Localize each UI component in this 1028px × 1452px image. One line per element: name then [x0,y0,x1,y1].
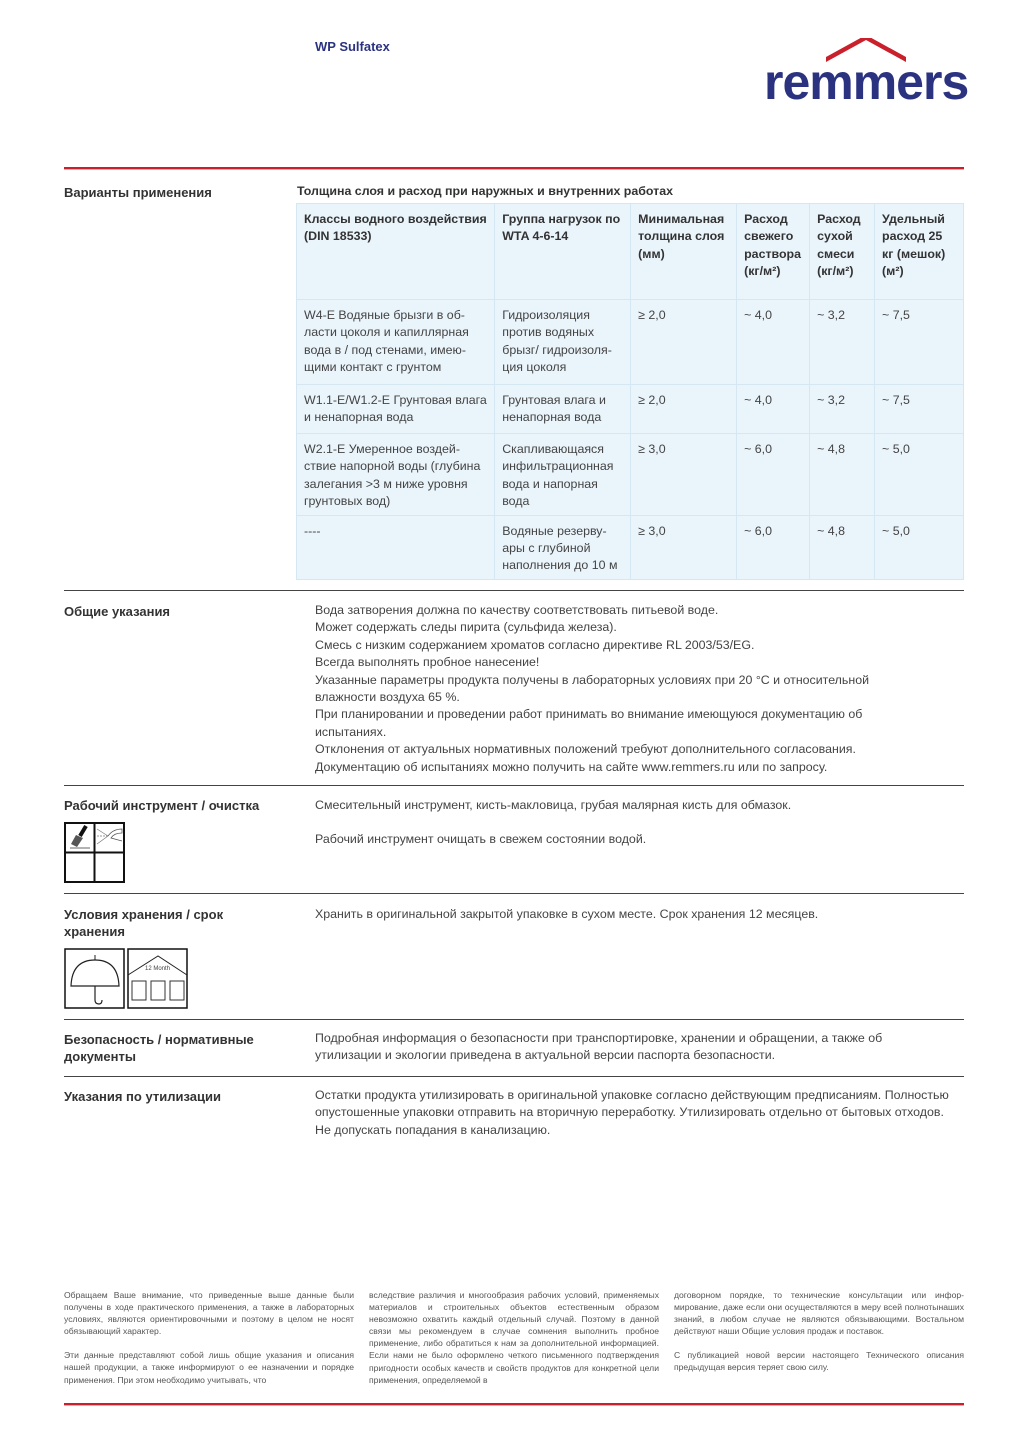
table-cell: W2.1-E Умеренное воздействие напорной воды (глубина залегания >3 м ниже уровня грунтовых вод) [297,434,495,516]
shelf-life-icon [127,948,188,1014]
section-label-tools: Рабочий инструмент / очистка [64,798,260,813]
table-row [297,515,964,579]
usage-table-title: Толщина слоя и расход при наружных и внутренних работах [297,184,674,198]
remmers-logo [764,38,968,108]
table-cell: ≥ 3,0 [631,515,737,579]
section-divider [64,1019,964,1020]
table-cell: ---- [297,515,495,579]
table-cell: W1.1-E/W1.2-E Грунтовая влага и ненапорная вода [297,385,495,434]
usage-table [296,203,964,580]
footer-paragraph: вследствие различия и многообразия рабочих условий, применяемых материалов и строительных объектов естественным образом невозможно охватить каждый отдельный случай. Поэтому в данной связи мы рекомендуем в случае сомнения выполнить пробное применение, либо обратиться к нам за дополнительной информацией. Если нами не было оформлено четкого письменного подтверждения пригодности особых качеств и свойств продуктов для конкретной цели применения, определяемой в [369,1290,659,1385]
column-header: Минимальная толщина слоя (мм) [631,204,737,300]
disposal-text: Остатки продукта утилизировать в оригинальной упаковке согласно действующим предписаниям. Полностью опустошенные упаковки отправить на вторичную переработку. Утилизировать отдельно от бытовых отходов. Не допускать попадания в канализацию. [315,1088,949,1137]
general-note: Отклонения от актуальных нормативных положений требуют дополнительного согласования. [315,742,856,757]
table-cell: ~ 4,8 [810,434,875,516]
header-divider [64,167,964,169]
footer-paragraph: Обращаем Ваше внимание, что приведенные выше данные были получены в ходе практического применения, а также в лабораторных условиях, являются ориентировочными и поэтому в целом не носят обязывающий характер. [64,1290,354,1337]
tools-line: Рабочий инструмент очищать в свежем состоянии водой. [315,832,647,847]
general-notes [315,602,965,776]
table-cell: Водяные резервуары с глубиной наполнения до 10 м [495,515,631,579]
table-cell: ≥ 3,0 [631,434,737,516]
footer-disclaimer [64,1289,964,1398]
table-cell: ~ 4,0 [737,385,810,434]
brush-and-trowel-icon [64,822,125,888]
table-cell: W4-E Водяные брызги в области цоколя и капиллярная вода в / под стенами, имеющими контакт с грунтом [297,300,495,385]
table-cell: ~ 7,5 [875,385,964,434]
general-note: Вода затворения должна по качеству соответствовать питьевой воде. [315,603,719,617]
footer-divider [64,1403,964,1405]
table-cell: ~ 4,8 [810,515,875,579]
section-divider [64,893,964,894]
general-note: Документацию об испытаниях можно получить на сайте www.remmers.ru или по запросу. [315,759,828,774]
section-label-safety: Безопасность / нормативные документы [64,1032,254,1064]
section-label-storage: Условия хранения / срок хранения [64,907,224,939]
general-note: При планировании и проведении работ принимать во внимание имеющуюся документацию об испытаниях. [315,707,863,739]
footer-column [369,1289,659,1398]
footer-paragraph: договорном порядке, то технические консультации или информирование, даже если они осуществляются в меру всей полнотынаших знаний, в любом случае не являются обязывающими. Востальном действуют наши Общие условия продаж и поставок. [674,1290,964,1337]
product-name: WP Sulfatex [315,39,390,54]
umbrella-icon [64,948,125,1014]
footer-paragraph: С публикацией новой версии настоящего Технического описания предыдущая версия теряет свою силу. [674,1350,964,1373]
table-row [297,385,964,434]
table-cell: ~ 6,0 [737,515,810,579]
section-divider [64,785,964,786]
section-divider [64,1076,964,1077]
table-cell: ~ 4,0 [737,300,810,385]
table-header-row [297,204,964,300]
column-header: Классы водного воздействия (DIN 18533) [297,204,495,300]
table-cell: Грунтовая влага и ненапорная вода [495,385,631,434]
safety-text: Подробная информация о безопасности при транспортировке, хранении и обращении, а также об утилизации и экологии приведена в актуальной версии паспорта безопасности. [315,1031,883,1063]
column-header: Расход свежего раствора (кг/м²) [737,204,810,300]
section-label-general: Общие указания [64,604,171,619]
general-note: Смесь с низким содержанием хроматов согласно директиве RL 2003/53/EG. [315,637,755,652]
footer-column [674,1289,964,1398]
table-row [297,434,964,516]
footer-column [64,1289,354,1398]
section-divider [64,590,964,591]
table-cell: ≥ 2,0 [631,300,737,385]
table-cell: ~ 7,5 [875,300,964,385]
table-cell: ~ 5,0 [875,515,964,579]
footer-paragraph: Эти данные представляют собой лишь общие указания и описания нашей продукции, а также информируют о ее назначении и порядке применения. При этом необходимо учитывать, что [64,1350,354,1385]
table-row [297,300,964,385]
table-cell: ~ 3,2 [810,300,875,385]
column-header: Группа нагрузок по WTA 4-6-14 [495,204,631,300]
table-cell: ~ 5,0 [875,434,964,516]
general-note: Указанные параметры продукта получены в лабораторных условиях при 20 °С и относительной влажности воздуха 65 %. [315,672,870,705]
tools-text [315,797,965,849]
table-cell: Гидроизоляция против водяных брызг/ гидроизоляция цоколя [495,300,631,385]
storage-text: Хранить в оригинальной закрытой упаковке в сухом месте. Срок хранения 12 месяцев. [315,907,819,921]
section-label-usage: Варианты применения [64,185,212,200]
general-note: Может содержать следы пирита (сульфида железа). [315,620,617,635]
column-header: Удельный расход 25 кг (мешок) (м²) [875,204,964,300]
table-cell: ≥ 2,0 [631,385,737,434]
column-header: Расход сухой смеси (кг/м²) [810,204,875,300]
shelf-life-label: 12 Month [144,966,171,972]
table-cell: ~ 6,0 [737,434,810,516]
table-cell: Скапливающаяся инфильтрационная вода и напорная вода [495,434,631,516]
logo-text: remmers [764,54,969,110]
section-label-disposal: Указания по утилизации [64,1089,221,1104]
general-note: Всегда выполнять пробное нанесение! [315,655,540,670]
tools-line: Смесительный инструмент, кисть-макловица, грубая малярная кисть для обмазок. [315,798,792,812]
table-cell: ~ 3,2 [810,385,875,434]
